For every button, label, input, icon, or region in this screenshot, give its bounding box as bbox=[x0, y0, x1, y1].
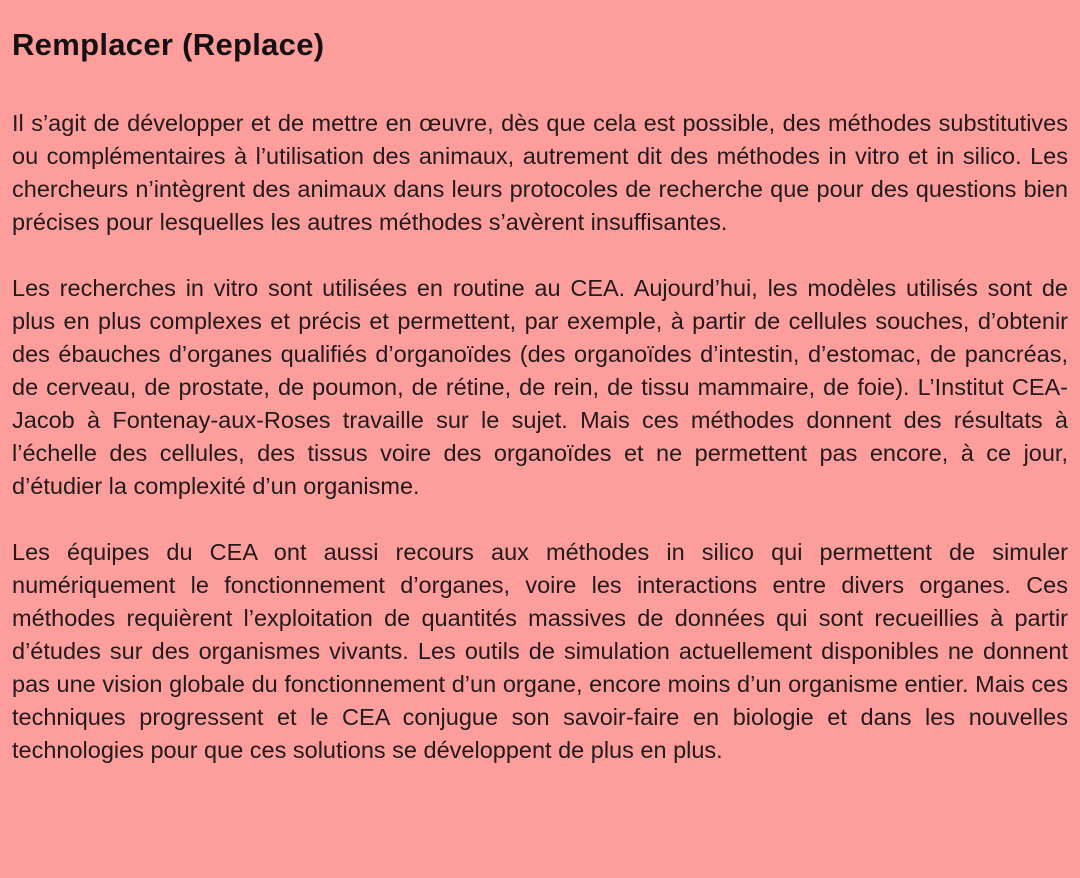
page-title: Remplacer (Replace) bbox=[12, 27, 325, 62]
paragraph-in-silico-methods: Les équipes du CEA ont aussi recours aux méthodes in silico qui permettent de simuler numériquement le fonctionnement d’organes, voire les interactions entre divers organes. Ces méthodes requièrent l’exploitation de quantités massives de données qui sont recueillies à partir d’études sur des organismes vivants. Les outils de simulation actuellement disponibles ne donnent pas une vision globale du fonctionnement d’un organe, encore moins d’un organisme entier. Mais ces techniques progressent et le CEA conjugue son savoir-faire en biologie et dans les nouvelles technologies pour que ces solutions se développent de plus en plus. bbox=[12, 538, 1068, 763]
paragraph-in-vitro-research: Les recherches in vitro sont utilisées en routine au CEA. Aujourd’hui, les modèles utilisés sont de plus en plus complexes et précis et permettent, par exemple, à partir de cellules souches, d’obtenir des ébauches d’organes qualifiés d’organoïdes (des organoïdes d’intestin, d’estomac, de pancréas, de cerveau, de prostate, de poumon, de rétine, de rein, de tissu mammaire, de foie). L’Institut CEA-Jacob à Fontenay-aux-Roses travaille sur le sujet. Mais ces méthodes donnent des résultats à l’échelle des cellules, des tissus voire des organoïdes et ne permettent pas encore, à ce jour, d’étudier la complexité d’un organisme. bbox=[12, 274, 1068, 499]
paragraph-replace-intro: Il s’agit de développer et de mettre en œuvre, dès que cela est possible, des méthodes substitutives ou complémentaires à l’utilisation des animaux, autrement dit des méthodes in vitro et in silico. Les chercheurs n’intègrent des animaux dans leurs protocoles de recherche que pour des questions bien précises pour lesquelles les autres méthodes s’avèrent insuffisantes. bbox=[12, 109, 1068, 235]
